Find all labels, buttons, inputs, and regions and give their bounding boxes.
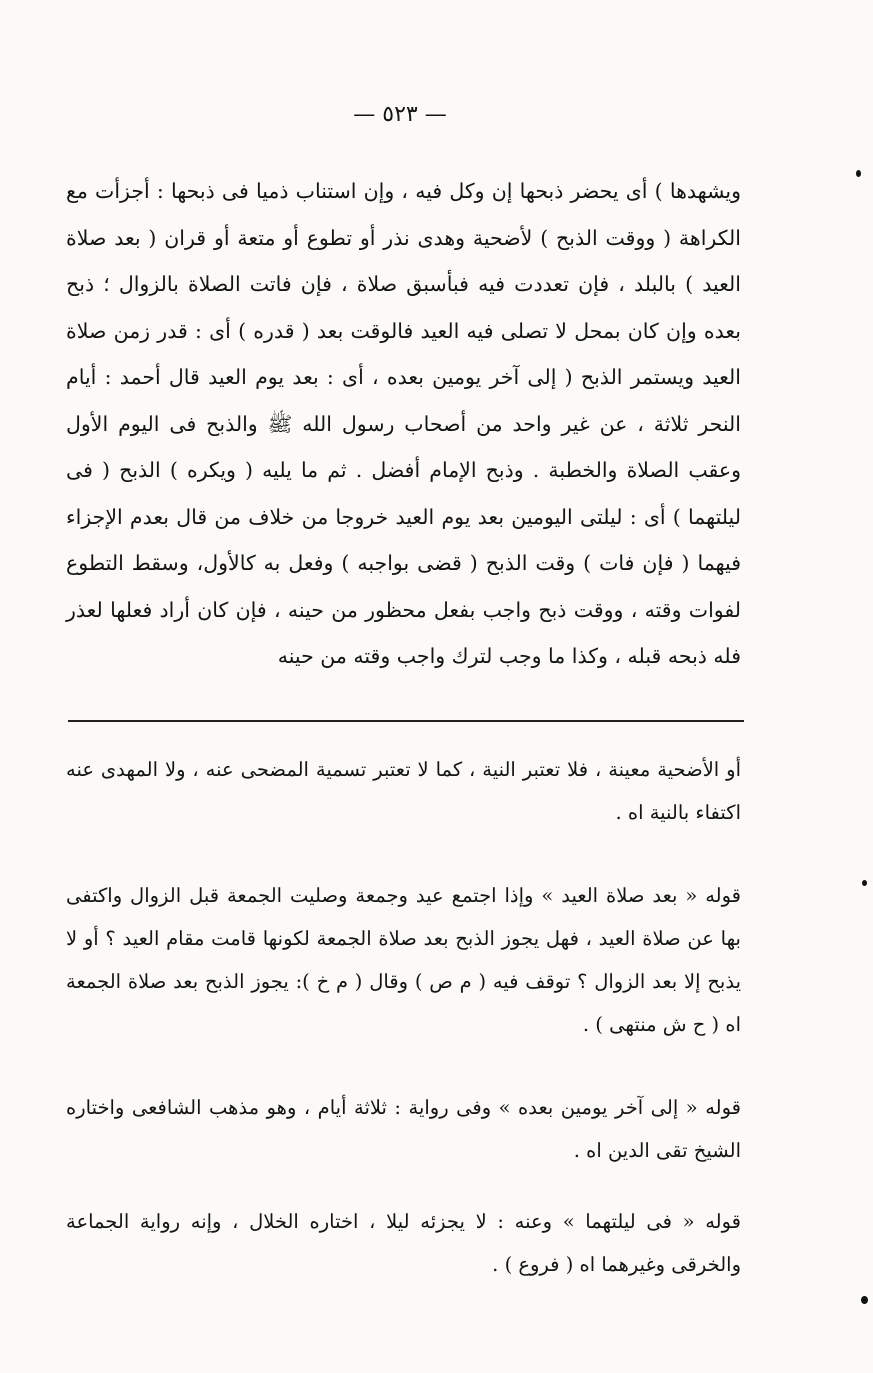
footnote-1 bbox=[66, 748, 741, 834]
footnote-separator-rule bbox=[68, 720, 744, 722]
footnote-4 bbox=[66, 1200, 741, 1286]
main-text-block: ويشهدها ) أى يحضر ذبحها إن وكل فيه ، وإن استناب ذميا فى ذبحها : أجزأت مع الكراهة ( ووقت الذبح ) لأضحية وهدى نذر أو تطوع أو متعة أو قران ( بعد صلاة العيد ) بالبلد ، فإن تعددت فيه فبأسبق صلاة ، فإن فاتت الصلاة بالزوال ؛ ذبح بعده وإن كان بمحل لا تصلى فيه العيد فالوقت بعد ( قدره ) أى : قدر زمن صلاة العيد ويستمر الذبح ( إلى آخر يومين بعده ، أى : بعد يوم العيد قال أحمد : أيام النحر ثلاثة ، عن غير واحد من أصحاب رسول الله ﷺ والذبح فى اليوم الأول وعقب الصلاة والخطبة . وذبح الإمام أفضل . ثم ما يليه ( ويكره ) الذبح ( فى ليلتهما ) أى : ليلتى اليومين بعد يوم العيد خروجا من خلاف من قال بعدم الإجزاء فيهما ( فإن فات ) وقت الذبح ( قضى بواجبه ) وفعل به كالأول، وسقط التطوع لفوات وقته ، ووقت ذبح واجب بفعل محظور من حينه ، فإن كان أراد فعلها لعذر فله ذبحه قبله ، وكذا ما وجب لترك واجب وقته من حينه bbox=[66, 179, 741, 668]
footnote-2 bbox=[66, 874, 741, 1046]
page-number: — ٥٢٣ — bbox=[353, 102, 447, 127]
footnote-3 bbox=[66, 1086, 741, 1172]
ink-speck-mark bbox=[861, 1296, 868, 1304]
footnote-1-text: أو الأضحية معينة ، فلا تعتبر النية ، كما لا تعتبر تسمية المضحى عنه ، ولا المهدى عنه اكتفاء بالنية اه . bbox=[66, 758, 741, 824]
footnote-3-text: قوله « إلى آخر يومين بعده » وفى رواية : ثلاثة أيام ، وهو مذهب الشافعى واختاره الشيخ تقى الدين اه . bbox=[66, 1096, 741, 1162]
ink-speck-mark bbox=[856, 170, 861, 177]
footnote-2-text: قوله « بعد صلاة العيد » وإذا اجتمع عيد وجمعة وصليت الجمعة قبل الزوال واكتفى بها عن صلاة العيد ، فهل يجوز الذبح بعد صلاة الجمعة لكونها قامت مقام العيد ؟ أو لا يذبح إلا بعد الزوال ؟ توقف فيه ( م ص ) وقال ( م خ ): يجوز الذبح بعد صلاة الجمعة اه ( ح ش منتهى ) . bbox=[66, 884, 741, 1036]
ink-speck-mark bbox=[862, 880, 867, 886]
footnote-4-text: قوله « فى ليلتهما » وعنه : لا يجزئه ليلا ، اختاره الخلال ، وإنه رواية الجماعة والخرقى وغيرهما اه ( فروع ) . bbox=[66, 1210, 741, 1276]
